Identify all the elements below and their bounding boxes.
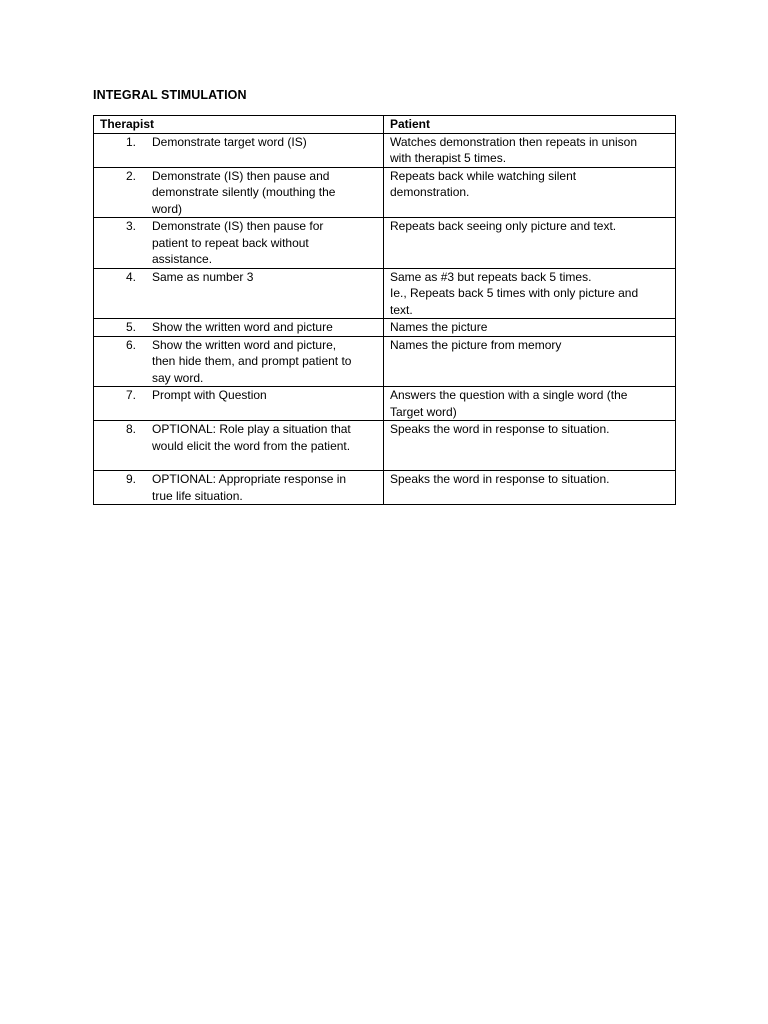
table-row xyxy=(94,133,676,167)
therapist-cell xyxy=(94,167,384,218)
step-number: 3. xyxy=(126,219,137,233)
patient-cell: Speaks the word in response to situation. xyxy=(384,471,676,505)
therapist-cell xyxy=(94,268,384,319)
table-header-row xyxy=(94,116,676,134)
step-number: 8. xyxy=(126,422,137,436)
therapist-cell xyxy=(94,421,384,471)
patient-cell: Watches demonstration then repeats in unison with therapist 5 times. xyxy=(384,133,676,167)
therapist-cell xyxy=(94,319,384,337)
table-row xyxy=(94,421,676,471)
step-number: 2. xyxy=(126,168,137,183)
therapist-text: OPTIONAL: Appropriate response in true life situation. xyxy=(152,472,347,503)
therapist-column-header: Therapist xyxy=(94,116,384,134)
therapist-text: Show the written word and picture, then hide them, and prompt patient to say word. xyxy=(152,337,352,385)
therapist-text: Demonstrate target word (IS) xyxy=(152,134,307,149)
table-row xyxy=(94,268,676,319)
therapist-text: OPTIONAL: Role play a situation that would elicit the word from the patient. xyxy=(152,422,351,453)
patient-cell: Names the picture xyxy=(384,319,676,337)
patient-cell: Speaks the word in response to situation. xyxy=(384,421,676,471)
patient-cell: Same as #3 but repeats back 5 times. Ie., Repeats back 5 times with only picture and text. xyxy=(384,268,676,319)
therapist-text: Same as number 3 xyxy=(152,269,254,284)
therapist-cell xyxy=(94,336,384,387)
patient-column-header: Patient xyxy=(384,116,676,134)
patient-cell: Repeats back while watching silent demonstration. xyxy=(384,167,676,218)
patient-cell: Names the picture from memory xyxy=(384,336,676,387)
document-title: INTEGRAL STIMULATION xyxy=(93,88,247,102)
patient-cell: Answers the question with a single word (the Target word) xyxy=(384,387,676,421)
therapist-text: Show the written word and picture xyxy=(152,320,333,334)
step-number: 5. xyxy=(126,320,137,334)
step-number: 1. xyxy=(126,134,137,149)
therapist-cell xyxy=(94,471,384,505)
table-row xyxy=(94,336,676,387)
table-row xyxy=(94,218,676,269)
step-number: 6. xyxy=(126,337,137,352)
table-row xyxy=(94,471,676,505)
step-number: 4. xyxy=(126,269,137,284)
therapist-text: Demonstrate (IS) then pause for patient to repeat back without assistance. xyxy=(152,219,324,266)
therapist-text: Prompt with Question xyxy=(152,388,267,402)
table-row xyxy=(94,167,676,218)
step-number: 9. xyxy=(126,472,137,486)
therapist-cell xyxy=(94,133,384,167)
step-number: 7. xyxy=(126,388,137,402)
table-row xyxy=(94,387,676,421)
integral-stimulation-table xyxy=(93,115,676,505)
therapist-text: Demonstrate (IS) then pause and demonstrate silently (mouthing the word) xyxy=(152,168,336,216)
table-row xyxy=(94,319,676,337)
therapist-cell xyxy=(94,387,384,421)
patient-cell: Repeats back seeing only picture and text. xyxy=(384,218,676,269)
therapist-cell xyxy=(94,218,384,269)
